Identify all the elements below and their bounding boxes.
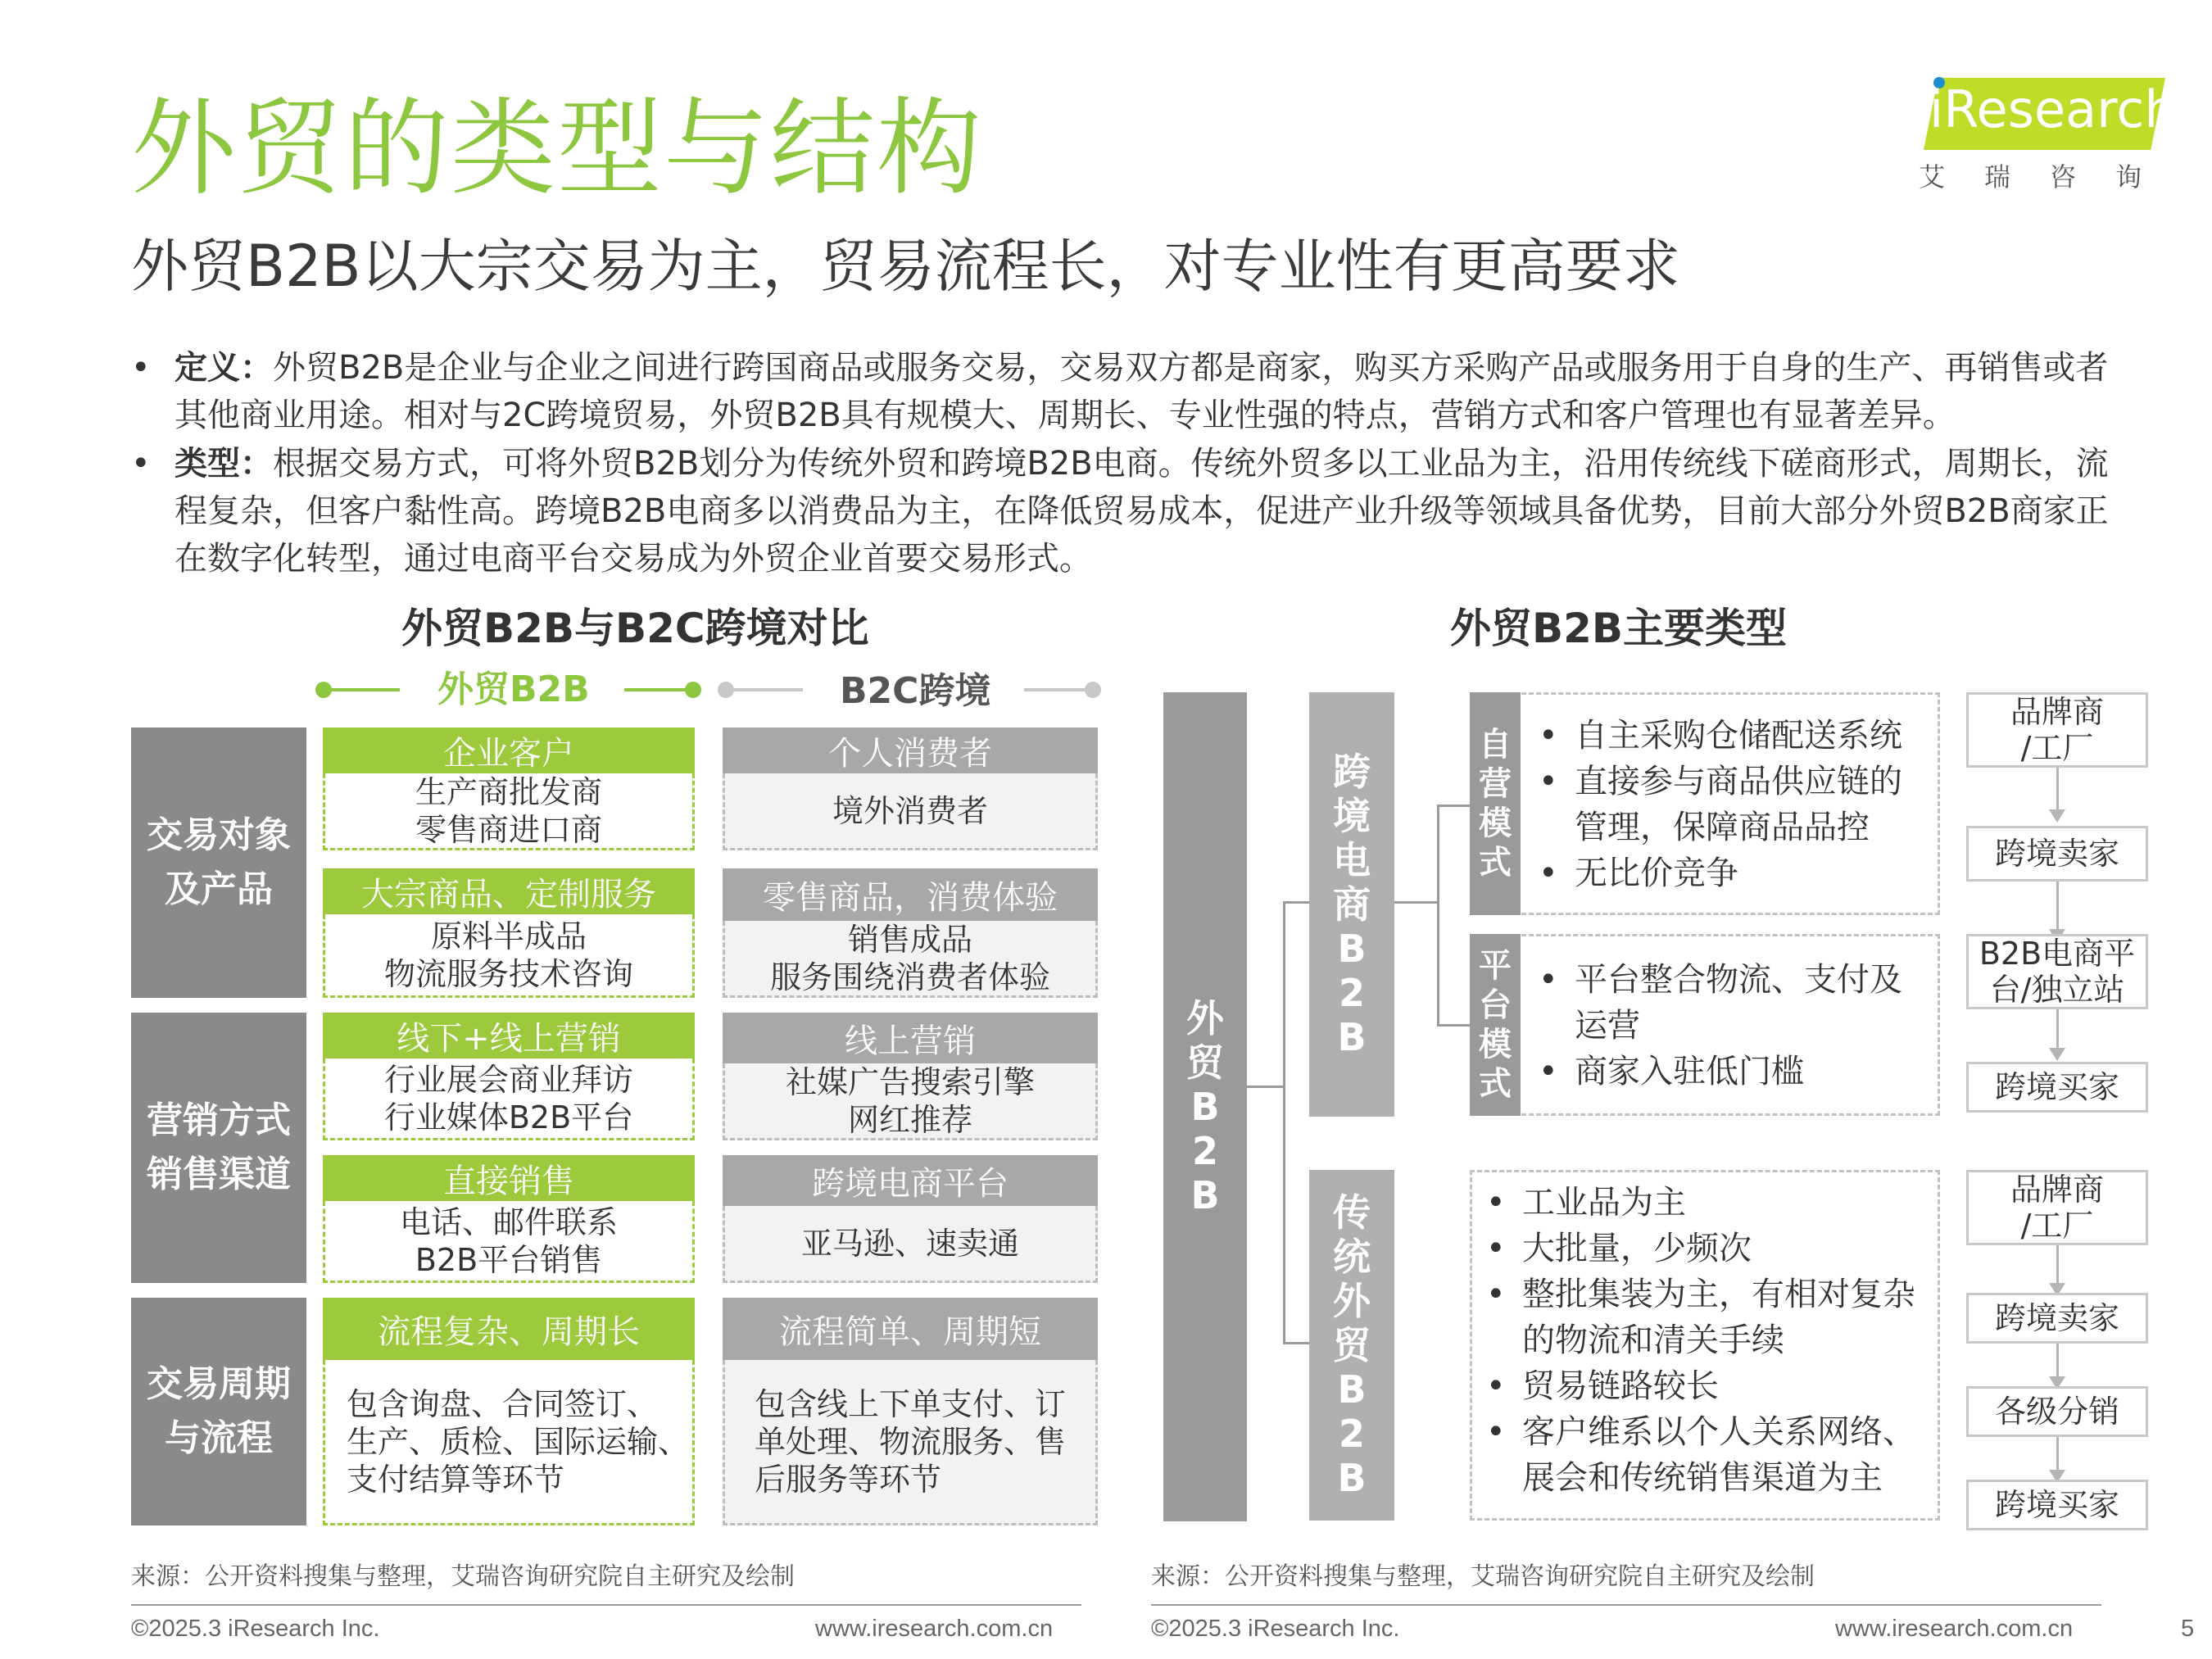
b2c-cell-head: 跨境电商平台 (723, 1155, 1098, 1206)
b2b-cell-body: 电话、邮件联系 B2B平台销售 (323, 1201, 695, 1283)
footer-url: www.iresearch.com.cn (1835, 1616, 2074, 1642)
connector-line (1247, 1086, 1285, 1088)
b2b-cell-head: 流程复杂、周期长 (323, 1298, 695, 1360)
left-panel-title: 外贸B2B与B2C跨境对比 (401, 605, 869, 652)
row-head-products: 交易对象 及产品 (131, 728, 306, 998)
connector-line (1283, 901, 1311, 904)
legend-line (731, 688, 803, 691)
bullet-text: 根据交易方式，可将外贸B2B划分为传统外贸和跨境B2B电商。传统外贸多以工业品为主，沿用传统线下磋商形式，周期长，流程复杂，但客户黏性高。跨境B2B电商多以消费品为主，在降低贸易成本，促进产业升级等领域具备优势，目前大部分外贸B2B商家正在数字化转型，通过电商平台交易成为外贸企业首要交易形式。 (175, 445, 2109, 578)
bullet-text: 外贸B2B是企业与企业之间进行跨国商品或服务交易，交易双方都是商家，购买方采购产品或服务用于自身的生产、再销售或者其他商业用途。相对与2C跨境贸易，外贸B2B具有规模大、周期长、专业性强的特点，营销方式和客户管理也有显著差异。 (175, 349, 2109, 434)
page-number: 5 (2181, 1616, 2195, 1642)
footer-divider (1151, 1604, 2101, 1606)
connector-line (1394, 901, 1439, 904)
bullet-label: 定义： (175, 349, 273, 387)
footer-divider (131, 1604, 1081, 1606)
b2c-cell-body: 包含线上下单支付、订 单处理、物流服务、售 后服务等环节 (723, 1360, 1098, 1525)
b2b-cell-head: 大宗商品、定制服务 (323, 868, 695, 914)
list-item: • 商家入驻低门槛 (1532, 1049, 1933, 1095)
page-subtitle: 外贸B2B以大宗交易为主，贸易流程长，对专业性有更高要求 (131, 233, 1680, 300)
connector-line (1437, 1024, 1470, 1027)
b2c-cell-body: 境外消费者 (723, 773, 1098, 850)
legend-line (624, 688, 690, 691)
logo-text: iResearch (1929, 79, 2177, 139)
b2b-cell-head: 直接销售 (323, 1155, 695, 1201)
col-header-b2c: B2C跨境 (840, 670, 991, 712)
legend-line (328, 688, 400, 691)
flow-arrow-line (2056, 768, 2059, 812)
row-head-marketing: 营销方式 销售渠道 (131, 1013, 306, 1283)
list-item: • 直接参与商品供应链的管理，保障商品品控 (1532, 759, 1933, 850)
connector-line (1283, 1342, 1311, 1344)
connector-line (1437, 805, 1470, 807)
list-item: • 整批集装为主，有相对复杂的物流和清关手续 (1480, 1271, 1935, 1363)
flow-arrow-line (2056, 1437, 2059, 1473)
list-item: • 无比价竞争 (1532, 850, 1933, 896)
flow-node-brand: 品牌商 /工厂 (1966, 692, 2148, 768)
flow-node-distributor: 各级分销 (1966, 1386, 2148, 1437)
b2c-cell-head: 个人消费者 (723, 728, 1098, 773)
platform-mode-list (1532, 957, 1933, 1095)
b2b-cell-body: 原料半成品 物流服务技术咨询 (323, 914, 695, 998)
self-mode-list (1532, 713, 1933, 896)
b2c-cell-body: 销售成品 服务围绕消费者体验 (723, 921, 1098, 998)
branch-cross-border-b2b: 跨 境 电 商 B 2 B (1309, 692, 1394, 1117)
b2b-cell-body: 包含询盘、合同签订、 生产、质检、国际运输、 支付结算等环节 (323, 1360, 695, 1525)
arrow-down-icon (2049, 1048, 2065, 1061)
self-mode-label: 自 营 模 式 (1470, 692, 1521, 915)
legend-dot-icon (685, 682, 701, 698)
footer-copyright: ©2025.3 iResearch Inc. (1151, 1616, 1400, 1642)
list-item: • 贸易链路较长 (1480, 1363, 1935, 1409)
b2c-cell-body: 亚马逊、速卖通 (723, 1206, 1098, 1283)
branch-traditional-b2b: 传 统 外 贸 B 2 B (1309, 1170, 1394, 1521)
traditional-list (1480, 1180, 1935, 1501)
flow-arrow-line (2056, 1009, 2059, 1050)
root-bar-b2b: 外 贸 B 2 B (1163, 692, 1247, 1521)
right-panel-title: 外贸B2B主要类型 (1450, 605, 1788, 652)
footer-copyright: ©2025.3 iResearch Inc. (131, 1616, 380, 1642)
platform-mode-label: 平 台 模 式 (1470, 934, 1521, 1116)
footer-url: www.iresearch.com.cn (815, 1616, 1054, 1642)
flow-node-brand: 品牌商 /工厂 (1966, 1170, 2148, 1245)
flow-node-buyer: 跨境买家 (1966, 1480, 2148, 1530)
bullet-dot-icon: • (131, 349, 151, 387)
legend-dot-icon (1085, 682, 1101, 698)
b2b-cell-head: 企业客户 (323, 728, 695, 773)
source-note-right: 来源：公开资料搜集与整理，艾瑞咨询研究院自主研究及绘制 (1151, 1562, 1815, 1591)
list-item: • 工业品为主 (1480, 1180, 1935, 1226)
list-item: • 平台整合物流、支付及运营 (1532, 957, 1933, 1049)
arrow-down-icon (2049, 809, 2065, 823)
flow-node-seller: 跨境卖家 (1966, 826, 2148, 882)
flow-arrow-line (2056, 1344, 2059, 1380)
page-title: 外贸的类型与结构 (131, 88, 984, 210)
connector-line (1437, 805, 1439, 1026)
flow-arrow-line (2056, 1245, 2059, 1286)
b2c-cell-head: 线上营销 (723, 1013, 1098, 1063)
flow-node-seller: 跨境卖家 (1966, 1293, 2148, 1344)
bullet-label: 类型： (175, 445, 273, 483)
bullet-dot-icon: • (131, 445, 151, 483)
legend-line (1024, 688, 1090, 691)
list-item: • 大批量，少频次 (1480, 1226, 1935, 1271)
bullet-definition (131, 344, 2114, 439)
b2c-cell-head: 流程简单、周期短 (723, 1298, 1098, 1360)
col-header-b2b: 外贸B2B (437, 669, 590, 710)
source-note-left: 来源：公开资料搜集与整理，艾瑞咨询研究院自主研究及绘制 (131, 1562, 795, 1591)
logo-chinese: 艾瑞咨询 (1919, 161, 2182, 193)
flow-node-buyer: 跨境买家 (1966, 1062, 2148, 1113)
flow-arrow-line (2056, 882, 2059, 932)
flow-node-platform: B2B电商平 台/独立站 (1966, 934, 2148, 1009)
list-item: • 客户维系以个人关系网络、展会和传统销售渠道为主 (1480, 1409, 1935, 1501)
b2c-cell-head: 零售商品，消费体验 (723, 868, 1098, 921)
connector-line (1283, 901, 1285, 1344)
list-item: • 自主采购仓储配送系统 (1532, 713, 1933, 759)
row-head-cycle: 交易周期 与流程 (131, 1298, 306, 1525)
b2b-cell-head: 线下+线上营销 (323, 1013, 695, 1058)
b2b-cell-body: 行业展会商业拜访 行业媒体B2B平台 (323, 1058, 695, 1140)
b2b-cell-body: 生产商批发商 零售商进口商 (323, 773, 695, 850)
b2c-cell-body: 社媒广告搜索引擎 网红推荐 (723, 1063, 1098, 1140)
bullet-types (131, 440, 2114, 582)
